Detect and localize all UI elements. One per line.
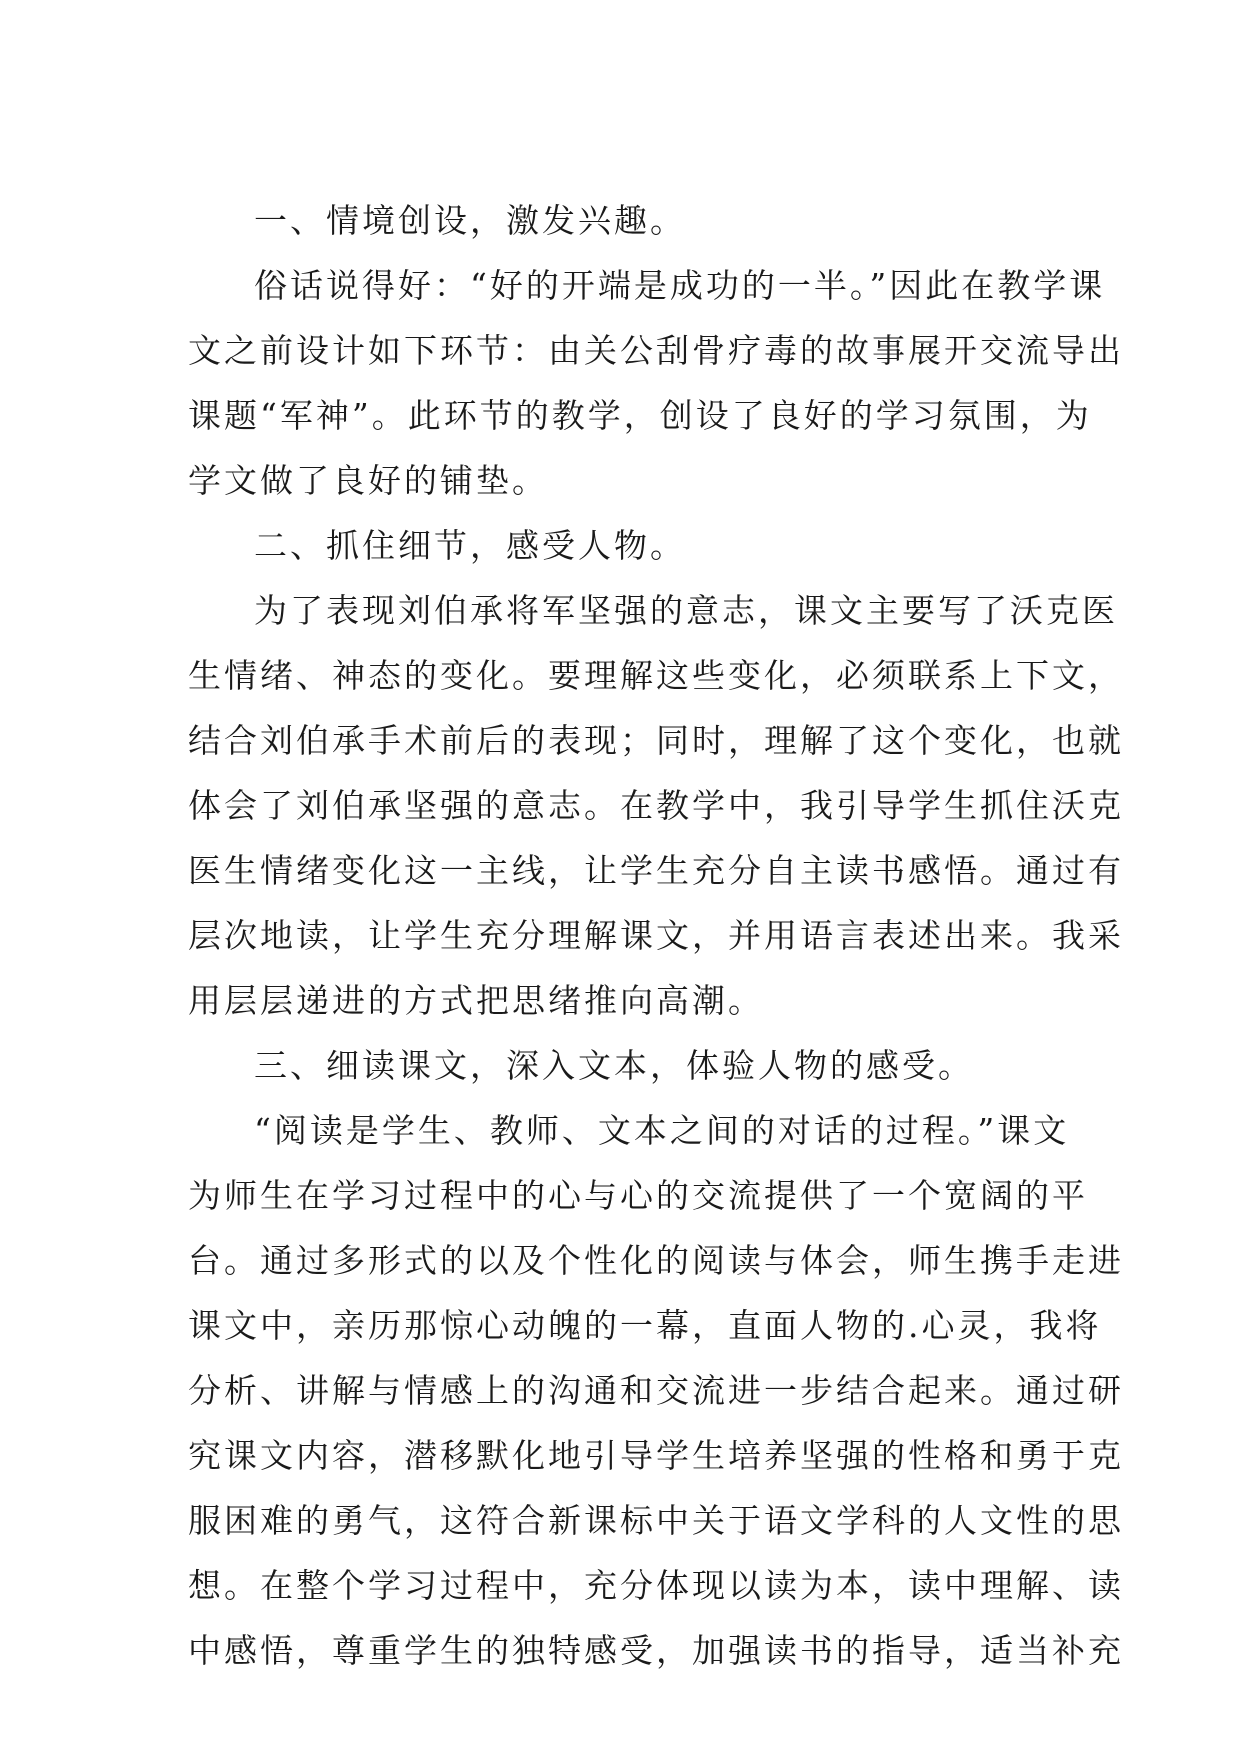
paragraph-line: 医生情绪变化这一主线，让学生充分自主读书感悟。通过有 bbox=[188, 851, 1124, 890]
paragraph-line: 服困难的勇气，这符合新课标中关于语文学科的人文性的思 bbox=[188, 1501, 1124, 1540]
paragraph-line: 层次地读，让学生充分理解课文，并用语言表述出来。我采 bbox=[188, 916, 1124, 955]
paragraph-line: 为师生在学习过程中的心与心的交流提供了一个宽阔的平 bbox=[188, 1176, 1088, 1215]
paragraph-line: 中感悟，尊重学生的独特感受，加强读书的指导，适当补充 bbox=[188, 1631, 1124, 1670]
paragraph-line: 想。在整个学习过程中，充分体现以读为本，读中理解、读 bbox=[188, 1566, 1124, 1605]
paragraph-line: 为了表现刘伯承将军坚强的意志，课文主要写了沃克医 bbox=[254, 591, 1118, 630]
paragraph-line: 体会了刘伯承坚强的意志。在教学中，我引导学生抓住沃克 bbox=[188, 786, 1124, 825]
paragraph-line: 文之前设计如下环节：由关公刮骨疗毒的故事展开交流导出 bbox=[188, 331, 1124, 370]
section-heading-1: 一、情境创设，激发兴趣。 bbox=[254, 201, 686, 240]
paragraph-line: 课题“军神”。此环节的教学，创设了良好的学习氛围，为 bbox=[188, 396, 1092, 435]
paragraph-line: 分析、讲解与情感上的沟通和交流进一步结合起来。通过研 bbox=[188, 1371, 1124, 1410]
paragraph-line: 学文做了良好的铺垫。 bbox=[188, 461, 548, 500]
paragraph-line: 结合刘伯承手术前后的表现；同时，理解了这个变化，也就 bbox=[188, 721, 1124, 760]
paragraph-line: 课文中，亲历那惊心动魄的一幕，直面人物的.心灵，我将 bbox=[188, 1306, 1102, 1345]
paragraph-line: 用层层递进的方式把思绪推向高潮。 bbox=[188, 981, 764, 1020]
document-body bbox=[188, 188, 1124, 1683]
paragraph-line: 生情绪、神态的变化。要理解这些变化，必须联系上下文， bbox=[188, 656, 1124, 695]
section-heading-2: 二、抓住细节，感受人物。 bbox=[254, 526, 686, 565]
paragraph-line: “阅读是学生、教师、文本之间的对话的过程。”课文 bbox=[254, 1111, 1070, 1150]
paragraph-line: 究课文内容，潜移默化地引导学生培养坚强的性格和勇于克 bbox=[188, 1436, 1124, 1475]
paragraph-line: 台。通过多形式的以及个性化的阅读与体会，师生携手走进 bbox=[188, 1241, 1124, 1280]
section-heading-3: 三、细读课文，深入文本，体验人物的感受。 bbox=[254, 1046, 974, 1085]
paragraph-line: 俗话说得好：“好的开端是成功的一半。”因此在教学课 bbox=[254, 266, 1106, 305]
